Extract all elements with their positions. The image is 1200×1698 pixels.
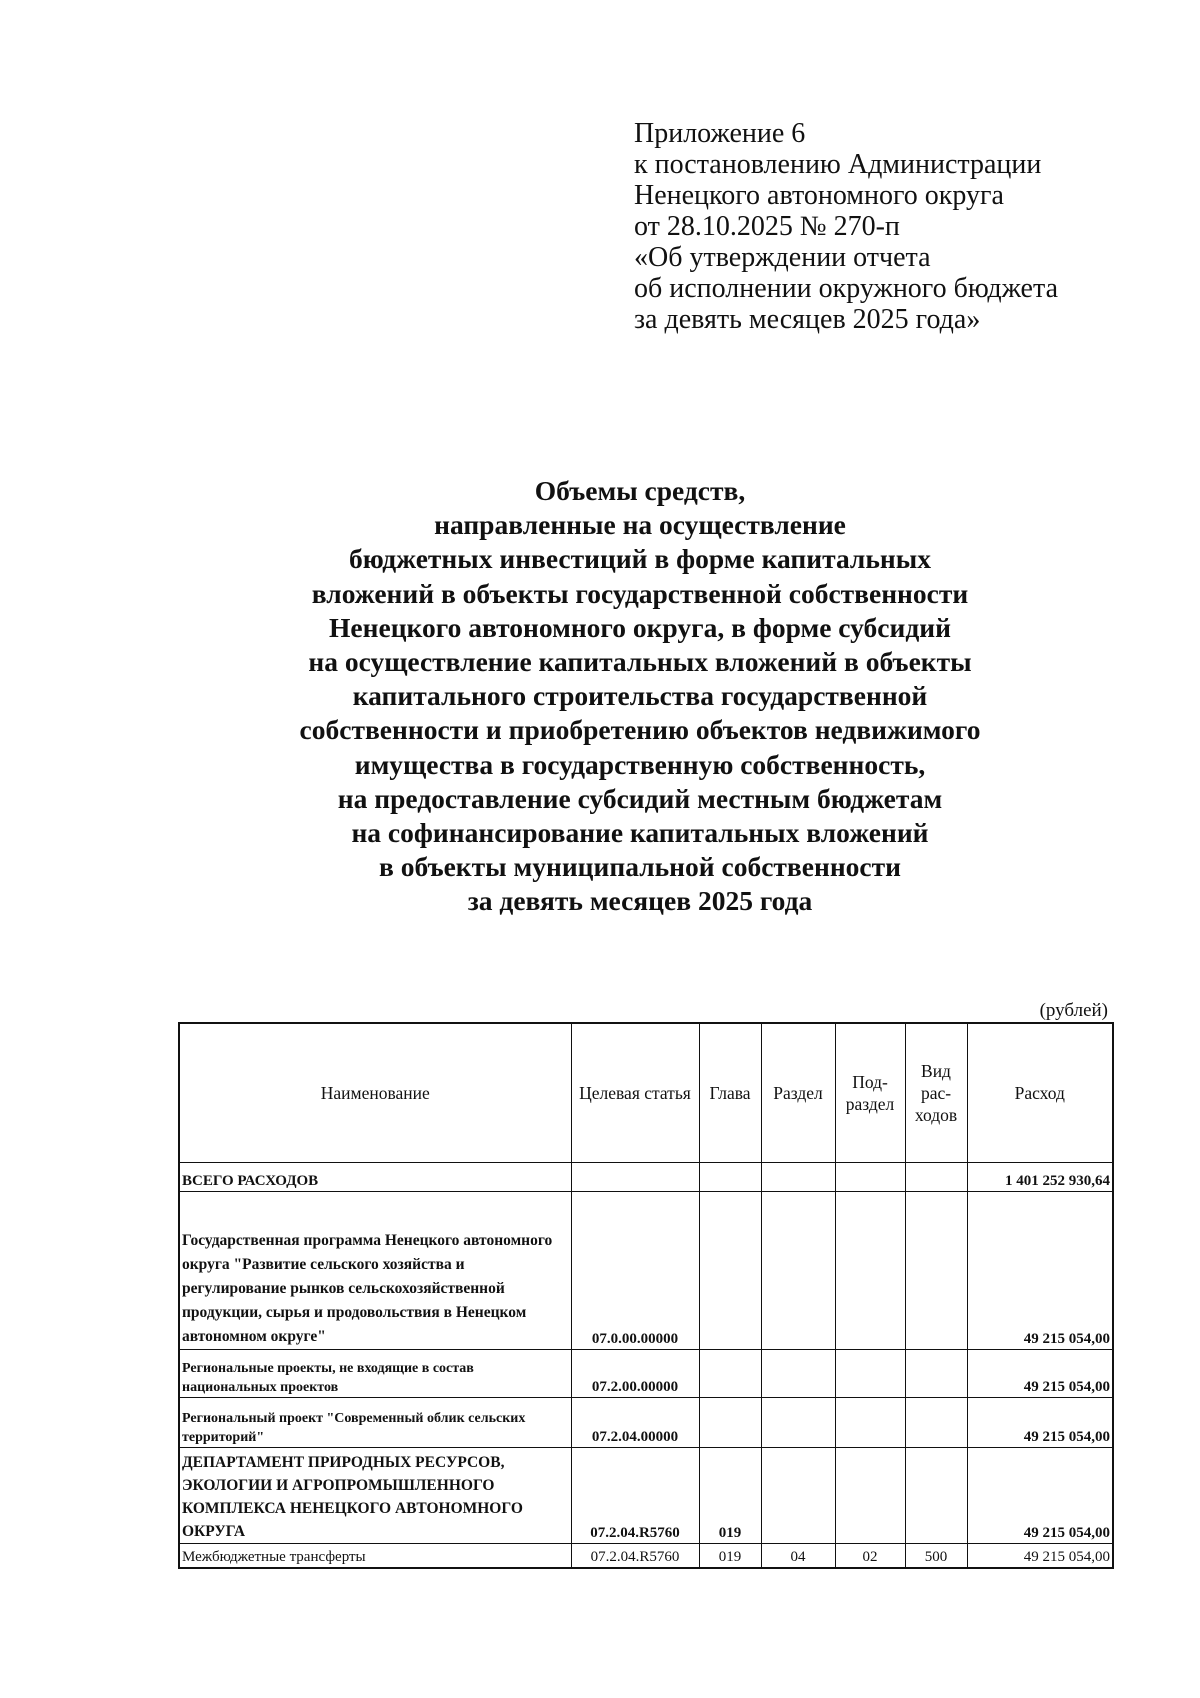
cell-subsection — [835, 1448, 905, 1544]
cell-section — [761, 1350, 835, 1398]
cell-target: 07.2.04.R5760 — [571, 1448, 699, 1544]
cell-target: 07.2.00.00000 — [571, 1350, 699, 1398]
title-line: вложений в объекты государственной собственности — [311, 577, 969, 609]
cell-type: 500 — [905, 1544, 967, 1568]
appendix-line: за девять месяцев 2025 года» — [634, 304, 981, 335]
cell-type — [905, 1350, 967, 1398]
appendix-line: Ненецкого автономного округа — [634, 180, 1004, 211]
appendix-line: «Об утверждении отчета — [634, 242, 931, 273]
cell-type — [905, 1192, 967, 1350]
title-line: на предоставление субсидий местным бюджетам — [337, 782, 943, 814]
cell-chapter: 019 — [699, 1544, 761, 1568]
cell-section — [761, 1163, 835, 1192]
header-expense: Расход — [967, 1023, 1113, 1163]
cell-section — [761, 1448, 835, 1544]
cell-expense: 49 215 054,00 — [967, 1544, 1113, 1568]
title-line: Объемы средств, — [534, 475, 746, 506]
document-title — [240, 474, 1040, 919]
header-name: Наименование — [179, 1023, 571, 1163]
table-row — [179, 1544, 1113, 1568]
appendix-line: к постановлению Администрации — [634, 149, 1042, 180]
cell-name: Межбюджетные трансферты — [179, 1544, 571, 1568]
table-header-row — [179, 1023, 1113, 1163]
cell-chapter — [699, 1192, 761, 1350]
cell-section — [761, 1192, 835, 1350]
cell-section: 04 — [761, 1544, 835, 1568]
cell-subsection — [835, 1192, 905, 1350]
cell-type — [905, 1448, 967, 1544]
cell-chapter: 019 — [699, 1448, 761, 1544]
header-section: Раздел — [761, 1023, 835, 1163]
cell-expense: 49 215 054,00 — [967, 1448, 1113, 1544]
cell-subsection — [835, 1350, 905, 1398]
cell-section — [761, 1398, 835, 1448]
appendix-line: об исполнении окружного бюджета — [634, 273, 1058, 304]
appendix-line: от 28.10.2025 № 270-п — [634, 211, 900, 242]
header-chapter: Глава — [699, 1023, 761, 1163]
cell-expense: 49 215 054,00 — [967, 1350, 1113, 1398]
cell-chapter — [699, 1398, 761, 1448]
cell-chapter — [699, 1350, 761, 1398]
title-line: направленные на осуществление — [434, 509, 846, 541]
cell-target: 07.0.00.00000 — [571, 1192, 699, 1350]
cell-type — [905, 1398, 967, 1448]
title-line: за девять месяцев 2025 года — [467, 885, 813, 917]
cell-expense: 1 401 252 930,64 — [967, 1163, 1113, 1192]
table-row — [179, 1398, 1113, 1448]
cell-name: ДЕПАРТАМЕНТ ПРИРОДНЫХ РЕСУРСОВ, ЭКОЛОГИИ И АГРОПРОМЫШЛЕННОГО КОМПЛЕКСА НЕНЕЦКОГО АВТОНОМНОГО ОКРУГА — [179, 1448, 571, 1544]
cell-name: Региональный проект "Современный облик сельских территорий" — [179, 1398, 571, 1448]
title-line: Ненецкого автономного округа, в форме субсидий — [329, 611, 951, 643]
title-line: имущества в государственную собственность, — [354, 748, 926, 780]
cell-chapter — [699, 1163, 761, 1192]
appendix-header — [634, 118, 1058, 335]
title-line: бюджетных инвестиций в форме капитальных — [349, 543, 931, 575]
units-label: (рублей) — [1039, 1000, 1108, 1021]
header-type: Вид рас-ходов — [905, 1023, 967, 1163]
budget-table — [178, 1022, 1114, 1569]
cell-expense: 49 215 054,00 — [967, 1192, 1113, 1350]
cell-expense: 49 215 054,00 — [967, 1398, 1113, 1448]
title-line: на осуществление капитальных вложений в объекты — [308, 646, 972, 678]
title-line: на софинансирование капитальных вложений — [351, 817, 929, 849]
cell-name: Региональные проекты, не входящие в состав национальных проектов — [179, 1350, 571, 1398]
cell-target: 07.2.04.R5760 — [571, 1544, 699, 1568]
cell-name: ВСЕГО РАСХОДОВ — [179, 1163, 571, 1192]
cell-subsection — [835, 1398, 905, 1448]
table-row — [179, 1192, 1113, 1350]
table-row — [179, 1163, 1113, 1192]
title-line: капитального строительства государственной — [352, 680, 928, 712]
cell-target — [571, 1163, 699, 1192]
cell-subsection — [835, 1163, 905, 1192]
header-subsection: Под-раздел — [835, 1023, 905, 1163]
cell-subsection: 02 — [835, 1544, 905, 1568]
cell-type — [905, 1163, 967, 1192]
appendix-line: Приложение 6 — [634, 118, 806, 149]
title-line: собственности и приобретению объектов недвижимого — [299, 714, 981, 746]
cell-target: 07.2.04.00000 — [571, 1398, 699, 1448]
table-row — [179, 1448, 1113, 1544]
header-target: Целевая статья — [571, 1023, 699, 1163]
title-line: в объекты муниципальной собственности — [379, 851, 901, 883]
table-row — [179, 1350, 1113, 1398]
cell-name: Государственная программа Ненецкого автономного округа "Развитие сельского хозяйства и регулирование рынков сельскохозяйственной продукции, сырья и продовольствия в Ненецком автономном округе" — [179, 1192, 571, 1350]
